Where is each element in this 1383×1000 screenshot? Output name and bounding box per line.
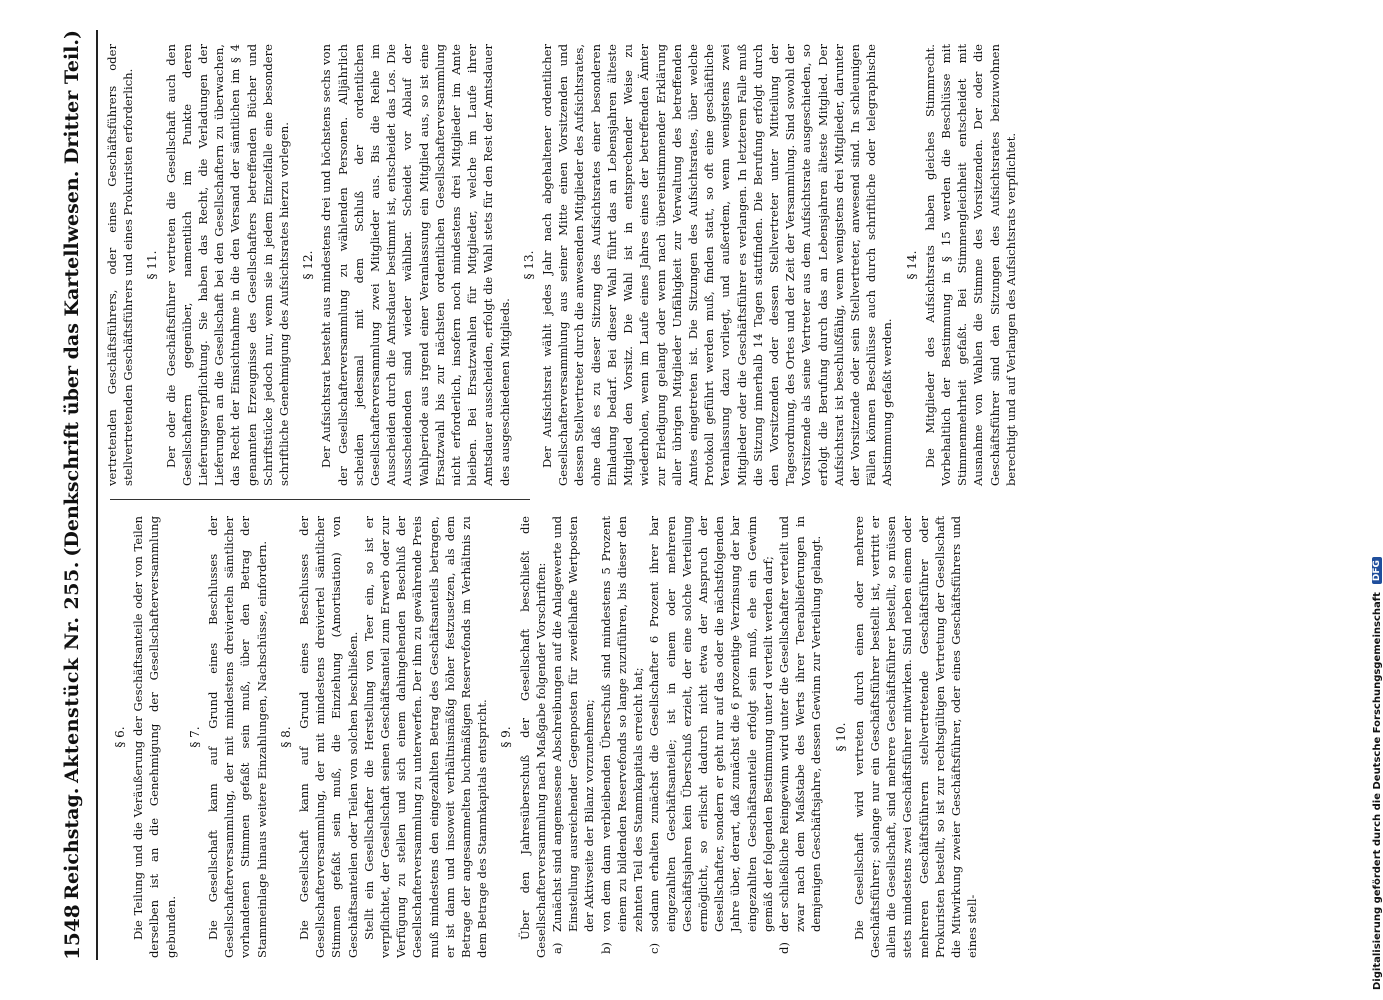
section-title: § 7. — [187, 726, 202, 748]
header-right: (Denkschrift über das Kartellwesen. Dritter Teil.) — [61, 30, 83, 557]
digitization-credit — [1370, 10, 1383, 990]
credit-text: Digitalisierung gefördert durch die Deutsche Forschungsgemeinschaft — [1371, 592, 1383, 990]
list-item — [646, 516, 776, 958]
paragraph: Die Gesellschaft kann auf Grund eines Beschlusses der Gesellschafterversammlung, der mit mindestens dreiviertel sämtlicher Stimmen gefaßt sein muß, die Einziehung (Amortisation) von Geschäftsanteilen oder Teilen von solchen beschließen. — [297, 516, 360, 958]
item-text: sodann erhalten zunächst die Gesellschafter 6 Prozent ihrer bar eingezahlten Geschäftsanteile; ist in einem oder mehreren Geschäftsjahren kein Überschuß erzielt, der eine solche Verteilung ermöglicht, so erlischt dadurch nicht etwa der Anspruch der Gesellschafter, sondern er geht nur auf das oder die nächstfolgenden Jahre über, derart, daß zunächst die 6 prozentige Verzinsung der bar eingezahlten Geschäftsanteile erfolgt sein muß, ehe ein Gewinn gemäß der folgenden Bestimmung unter d verteilt werden darf; — [647, 516, 775, 932]
item-text: Zunächst sind angemessene Abschreibungen auf die Anlagewerte und Einstellung ausreichender Gegenposten für zweifelhafte Wertposten der Aktivseite der Bilanz vorzunehmen; — [550, 516, 597, 932]
dfg-logo: DFG — [1372, 557, 1382, 584]
paragraph: Über den Jahresüberschuß der Gesellschaft beschließt die Gesellschafterversammlung nach Maßgabe folgender Vorschriften: — [517, 516, 548, 958]
right-column — [104, 44, 1019, 486]
section-title: § 13. — [521, 250, 536, 280]
section-title: § 12. — [301, 250, 316, 280]
paragraph: Der oder die Geschäftsführer vertreten die Gesellschaft auch den Gesellschaftern gegenüber, namentlich im Punkte deren Lieferungsverpflichtung. Sie haben das Recht, die Verladungen der Lieferungen an die Gesellschaft bei den Gesellschaftern zu überwachen, das Recht der Einsichtnahme in die den Versand der sämtlichen im § 4 genannten Erzeugnisse des Gesellschafters betreffenden Bücher und Schriftstücke jedoch nur, wenn sie in jedem Einzelfalle eine besondere schriftliche Genehmigung des Aufsichtsrates hierzu vorlegen. — [163, 44, 292, 486]
item-label: a) — [550, 942, 565, 954]
item-text: von dem dann verbleibenden Überschuß sind mindestens 5 Prozent einem zu bildenden Reservefonds so lange zuzuführen, bis dieser den zehnten Teil des Stammkapitals erreicht hat; — [598, 516, 646, 932]
section-title: § 8. — [278, 726, 293, 748]
header-rule — [96, 30, 98, 960]
list-item — [598, 516, 647, 958]
paragraph: vertretenden Geschäftsführers, oder eines Geschäftsführers oder stellvertretenden Geschäftsführers und eines Prokuristen erforderlich. — [105, 44, 136, 486]
section-title: § 6. — [113, 726, 127, 748]
page-header — [50, 30, 94, 960]
item-label: c) — [647, 942, 662, 954]
section-title: § 14. — [904, 250, 919, 280]
header-left: Reichstag. — [61, 787, 83, 900]
paragraph: Die Gesellschaft kann auf Grund eines Beschlusses der Gesellschafterversammlung, der mit mindestens dreivierteln sämtlicher vorhandenen Stimmen gefaßt sein muß, über den Betrag der Stammeinlage hinaus weitere Einzahlungen, Nachschüsse, einfordern. — [206, 516, 269, 958]
item-text: der schließliche Reingewinn wird unter die Gesellschafter verteilt und zwar nach dem Maßstabe des Werts ihrer Teerablieferungen in demjenigen Geschäftsjahre, dessen Gewinn zur Verteilung gelangt. — [776, 516, 824, 932]
left-column — [104, 516, 980, 958]
section-title: § 11. — [145, 250, 160, 280]
paragraph: Die Mitglieder des Aufsichtsrats haben gleiches Stimmrecht. Vorbehaltlich der Bestimmung in § 15 werden die Beschlüsse mit Stimmenmehrheit gefaßt. Bei Stimmengleichheit entscheidet mit Ausnahme von Wahlen die Stimme des Vorsitzenden. Der oder die Geschäftsführer sind den Sitzungen des Aufsichtsrates beizuwohnen berechtigt und auf Verlangen des Aufsichtsrats verpflichtet. — [922, 44, 1018, 486]
paragraph: Stellt ein Gesellschafter die Herstellung von Teer ein, so ist er verpflichtet, der Gesellschaft seinen Geschäftsanteil zum Erwerb oder zur Verfügung zu stellen und sich einem dahingehenden Beschluß der Gesellschafterversammlung zu unterwerfen. Der ihm zu gewährende Preis muß mindestens den eingezahlten Betrag des Geschäftsanteils betragen, er ist dann und insoweit verhältnismäßig höher festzusetzen, als dem Betrage der angesammelten buchmäßigen Reservefonds im Verhältnis zu dem Betrage des Stammkapitals entspricht. — [361, 516, 490, 958]
list-item — [549, 516, 598, 958]
item-label: b) — [598, 942, 613, 954]
section-title: § 10. — [833, 722, 848, 752]
paragraph: Der Aufsichtsrat wählt jedes Jahr nach abgehaltener ordentlicher Gesellschafterversammlung aus seiner Mitte einen Vorsitzenden und dessen Stellvertreter durch die anwesenden Mitglieder des Aufsichtsrates, ohne daß es zu dieser Sitzung des Aufsichtsrates einer besonderen Einladung bedarf. Bei dieser Wahl führt das an Lebensjahren älteste Mitglied den Vorsitz. Die Wahl ist in entsprechender Weise zu wiederholen, wenn im Laufe eines Jahres eines der betreffenden Ämter zur Erledigung gelangt oder wenn nach übereinstimmender Erklärung aller übrigen Mitglieder Unfähigkeit zur Verwaltung des betreffenden Amtes eingetreten ist. Die Sitzungen des Aufsichtsrates, über welche Protokoll geführt werden muß, finden statt, so oft eine geschäftliche Veranlassung dazu vorliegt, und außerdem, wenn wenigstens zwei Mitglieder oder die Geschäftsführer es verlangen. In letzterem Falle muß die Sitzung innerhalb 14 Tagen stattfinden. Die Berufung erfolgt durch den Vorsitzenden oder dessen Stellvertreter unter Mitteilung der Tagesordnung, des Ortes und der Zeit der Versammlung. Sind sowohl der Vorsitzende als seine Vertreter aus dem Aufsichtsrate ausgeschieden, so erfolgt die Berufung durch das an Lebensjahren älteste Mitglied. Der Aufsichtsrat ist beschlußfähig, wenn wenigstens drei Mitglieder, darunter der Vorsitzende oder sein Stellvertreter, anwesend sind. In schleunigen Fällen können Beschlüsse auch durch schriftliche oder telegraphische Abstimmung gefaßt werden. — [540, 44, 895, 486]
paragraph: Der Aufsichtsrat besteht aus mindestens drei und höchstens sechs von der Gesellschafterversammlung zu wählenden Personen. Alljährlich scheiden jedesmal mit dem Schluß der ordentlichen Gesellschafterversammlung zwei Mitglieder aus. Bis die Reihe im Ausscheiden durch die Amtsdauer bestimmt ist, entscheidet das Los. Die Ausscheidenden sind wieder wählbar. Scheidet vor Ablauf der Wahlperiode aus irgend einer Veranlassung ein Mitglied aus, so ist eine Ersatzwahl bis zur nächsten ordentlichen Gesellschafterversammlung nicht erforderlich, insofern noch mindestens drei Mitglieder im Amte bleiben. Bei Ersatzwahlen für Mitglieder, welche im Laufe ihrer Amtsdauer ausscheiden, erfolgt die Wahl stets für den Rest der Amtsdauer des ausgeschiedenen Mitglieds. — [319, 44, 512, 486]
page-number: 1548 — [60, 904, 84, 960]
paragraph: Die Teilung und die Veräußerung der Geschäftsanteile oder von Teilen derselben ist an die Genehmigung der Gesellschafterversammlung gebunden. — [131, 516, 178, 958]
list-item — [776, 516, 825, 958]
column-divider — [110, 499, 530, 500]
section-title: § 9. — [499, 726, 514, 748]
header-center: Aktenstück Nr. 255. — [61, 561, 83, 784]
paragraph: Die Gesellschaft wird vertreten durch einen oder mehrere Geschäftsführer; solange nur ein Geschäftsführer bestellt ist, vertritt er allein die Gesellschaft, sind mehrere Geschäftsführer bestellt, so müssen stets mindestens zwei Geschäftsführer mitwirken. Sind neben einem oder mehreren Geschäftsführern stellvertretende Geschäftsführer oder Prokuristen bestellt, so ist zur rechtsgültigen Vertretung der Gesellschaft die Mitwirkung zweier Geschäftsführer, oder eines Geschäftsführers und eines stell- — [851, 516, 980, 958]
item-label: d) — [776, 942, 791, 954]
